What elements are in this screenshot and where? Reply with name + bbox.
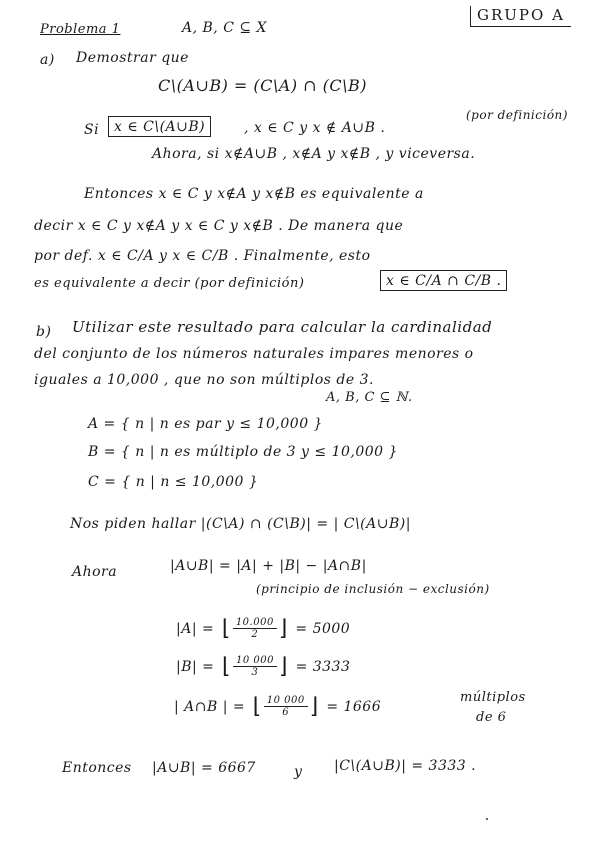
- card-ab-denominator: 6: [282, 707, 290, 718]
- floor-left-icon: ⌊: [214, 654, 231, 679]
- card-b-rhs: = 3333: [295, 658, 351, 675]
- card-a-numerator: 10.000: [233, 617, 277, 629]
- part-a-line4: decir x ∈ C y x∉A y x ∈ C y x∉B . De manera que: [34, 218, 404, 234]
- problem-title: Problema 1: [40, 22, 121, 37]
- part-a-label: a): [40, 52, 55, 68]
- part-a-intro: Demostrar que: [76, 50, 189, 66]
- conclusion-and: y: [294, 764, 303, 780]
- part-a-line1-note: (por definición): [466, 108, 568, 122]
- part-b-line3: iguales a 10,000 , que no son múltiplos de 3.: [34, 372, 374, 388]
- ink-speck: [486, 818, 488, 820]
- card-a-rhs: = 5000: [295, 620, 351, 637]
- floor-left-icon: ⌊: [245, 694, 262, 719]
- part-a-line5: por def. x ∈ C/A y x ∈ C/B . Finalmente, esto: [34, 248, 371, 264]
- card-b-fraction: [233, 655, 277, 678]
- conclusion-prefix: Entonces: [62, 760, 132, 776]
- set-c-definition: C = { n | n ≤ 10,000 }: [88, 474, 259, 490]
- card-b-lhs: |B| =: [176, 658, 215, 675]
- part-a-statement: C\(A∪B) = (C\A) ∩ (C\B): [158, 76, 368, 95]
- card-b-numerator: 10 000: [233, 655, 277, 667]
- part-b-sets-note: A, B, C ⊆ ℕ.: [326, 390, 413, 405]
- card-ab-fraction: [264, 695, 308, 718]
- card-a-fraction: [233, 617, 277, 640]
- card-b-line: [176, 654, 350, 679]
- card-ab-rhs: = 1666: [326, 698, 382, 715]
- card-a-lhs: |A| =: [176, 620, 215, 637]
- multiples-note-1: múltiplos: [460, 690, 526, 705]
- part-a-line3: Entonces x ∈ C y x∉A y x∉B es equivalente a: [84, 186, 424, 202]
- multiples-note-2: de 6: [476, 710, 507, 725]
- part-a-line1-prefix: Si: [84, 122, 100, 138]
- goal-statement: Nos piden hallar |(C\A) ∩ (C\B)| = | C\(A∪B)|: [70, 516, 411, 532]
- floor-right-icon: ⌋: [309, 694, 327, 719]
- conclusion-union: |A∪B| = 6667: [152, 760, 256, 776]
- sets-declaration: A, B, C ⊆ X: [182, 20, 268, 36]
- union-formula: |A∪B| = |A| + |B| − |A∩B|: [170, 558, 367, 574]
- part-b-label: b): [36, 324, 52, 340]
- part-a-line2: Ahora, si x∉A∪B , x∉A y x∉B , y viceversa.: [152, 146, 476, 162]
- set-a-definition: A = { n | n es par y ≤ 10,000 }: [88, 416, 323, 432]
- card-b-denominator: 3: [251, 667, 259, 678]
- card-ab-line: [174, 694, 381, 719]
- floor-right-icon: ⌋: [278, 616, 296, 641]
- set-b-definition: B = { n | n es múltiplo de 3 y ≤ 10,000 }: [88, 444, 398, 460]
- part-a-line1-boxed: x ∈ C\(A∪B): [108, 116, 211, 137]
- conclusion-result: |C\(A∪B)| = 3333 .: [334, 758, 477, 774]
- group-label: GRUPO A: [470, 6, 571, 27]
- card-ab-numerator: 10 000: [264, 695, 308, 707]
- card-a-line: [176, 616, 350, 641]
- floor-left-icon: ⌊: [214, 616, 231, 641]
- part-a-line1-suffix: , x ∈ C y x ∉ A∪B .: [244, 120, 386, 136]
- part-b-line1: Utilizar este resultado para calcular la cardinalidad: [72, 318, 493, 336]
- floor-right-icon: ⌋: [278, 654, 296, 679]
- principle-note: (principio de inclusión − exclusión): [256, 582, 490, 596]
- ahora-label: Ahora: [72, 564, 118, 580]
- part-b-line2: del conjunto de los números naturales impares menores o: [34, 346, 474, 362]
- card-ab-lhs: | A∩B | =: [174, 698, 246, 715]
- part-a-line6-prefix: es equivalente a decir (por definición): [34, 276, 305, 291]
- part-a-line6-boxed: x ∈ C/A ∩ C/B .: [380, 270, 507, 291]
- card-a-denominator: 2: [251, 629, 259, 640]
